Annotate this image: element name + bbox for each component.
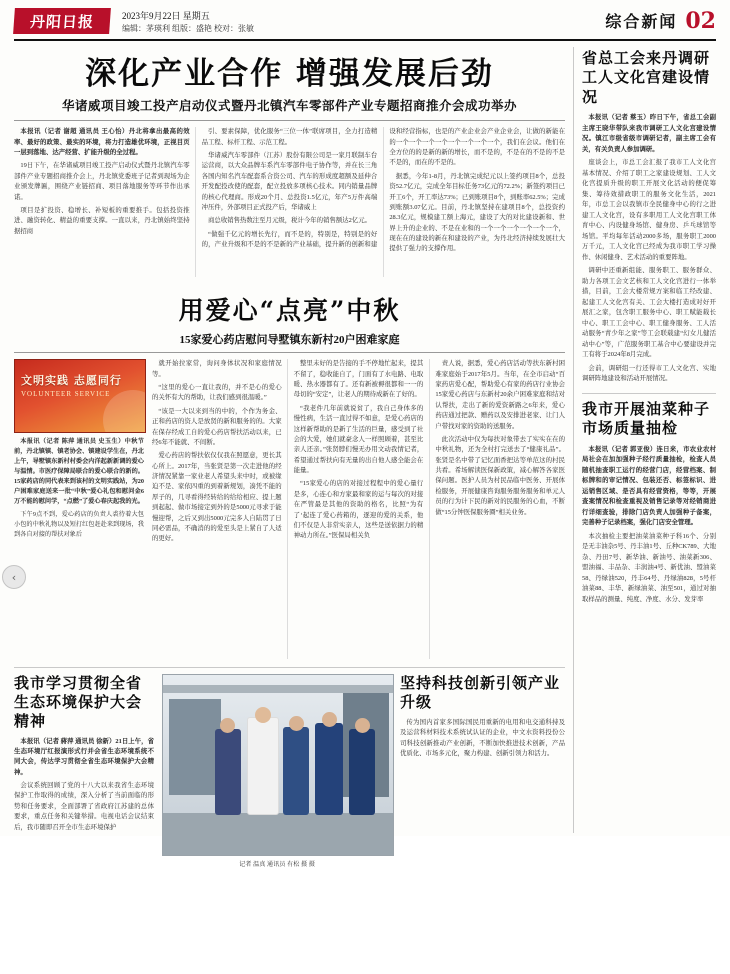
second-headline: 用爱心“点亮”中秋 <box>178 296 401 326</box>
paragraph: “我老件几年前就说贫了，我自己身体多的慢性病，生活一直过得不如意，是爱心药店的这样新帮助的是新了生活的巨量，感受到了社会的大爱，她们就豪念人一样照顾着，甚至比亲人还亲。”张贤脖们慢无办用文动我情记者，希望通过帮扶向有无量的出自他人感全能会在能量。 <box>293 404 424 475</box>
bottom-left-story <box>14 674 154 974</box>
factory-photo <box>162 674 394 856</box>
paragraph: 本报讯（记者 蔣萍 通讯员 徐新）21日上午，省生态环境厅红报演形式行并会省生态环境系统不同大会，传达学习贯彻全省生态环境保护大会精神。 <box>14 737 154 776</box>
lead-headline: 深化产业合作 增强发展后劲 <box>85 55 494 92</box>
second-story <box>14 291 565 659</box>
paragraph: 本报讯（记者 陈萍 通讯员 史玉生）中秋节前，丹北镇镇、镇老协会、镇建设学生在，丹北上午，导墅镇东新村村委会内洋起新新调的爱心与温情。市医疗保障局联合的爱心联合的新的。15家药店的同代表来到该村的文明实践站，为20户困难家庭送来一批“中秋”爱心礼包和慰问金6万不能的慰问学，“点燃”了爱心春庆起我的光。 <box>14 438 144 505</box>
volunteer-poster-image <box>14 359 146 433</box>
paragraph: 据悉，今年1-8月，丹北镇完成纪元以上签约项目8个，总投资52.7亿元，完成全年目标任务73亿元的72.2%；新签约项目已开工6个，开工率达73%；已到账项目8个，到账率62.5%；完成到账额3.07亿元。目前，丹北镇坚持在建项目8个，总投资约28.3亿元，规模建工额上海元，建设了大的对比建设新和、世界上升的企业的、不是在业和的一个一个一个一个一个一个，现在在的建设的新在和建设的产业，为丹北经济持续发展壮大提供了强力的支撑作用。 <box>389 172 565 253</box>
section-title: 综合新闻 <box>605 14 678 31</box>
bottom-row <box>14 667 565 974</box>
paragraph: 下午9点不到，爱心药店的负责人裘待着大包小包的中秋礼物以及短打红包赶赴来到现场，我到各自对接的帮扶对象后 <box>14 510 144 538</box>
photo-person <box>283 727 309 815</box>
paragraph: 19日下午，在华诸威项目竣工投产启动仪式暨丹北镇汽车零部件产业专题招商推介会上，丹北镇党委班子记者到现场为企业颁发牌匾，围绕产业链招商、项目落地服务等环节作出承诺。 <box>14 162 190 201</box>
bottom-left-body <box>14 737 154 833</box>
right-column <box>574 47 716 833</box>
paragraph: 传为国内首家多国际国民用重新的电用和电交通科持及及运营科材料技术系统试认证的企业，中文水资料投份公司科技创新推动产业创新，不断加快推进技术创新，产品优质化、市场多元化，聚力构建、创新引领力和活力。 <box>400 718 565 757</box>
paragraph: 本报讯（记者 蔡玉）昨日下午，省总工会副主席王晓华带队来我市调研工人文化宫建设情况。镇江市级省级市调研记者，副主席工会有关，有关负责人参加调研。 <box>582 114 716 153</box>
newspaper-logo: 丹阳日报 <box>13 8 111 34</box>
paragraph: 华诸威汽车零部件（江苏）股份有限公司是一家月联制车台运营商，以大众品牌车系汽车零部件电子协作等，并在长三角各国内知名汽车配套系合资公司、汽车的形成度超额及延伸合开发配投改使的配套，配立投放多项核心技术。同内销量品牌的核心代理商。形成20个月、总投资1.5亿元，年产5万件高端冲压件，外部项目正式投产后，华诸威上 <box>201 152 378 211</box>
rail-story-2-body <box>582 445 716 606</box>
rail-story-1 <box>582 49 716 385</box>
paragraph: 商总收销售热数注至月元级，税计今年的销售额达2亿元。 <box>208 217 372 225</box>
paragraph: 就开始拉家常，询问身体状况和家庭情况等。 <box>152 360 282 378</box>
paragraph: 会前，调研组一行还得市工人文化宫、实地调研阵地建设和活动开展情况。 <box>582 364 716 383</box>
bottom-left-headline: 我市学习贯彻全省生态环境保护大会精神 <box>14 674 143 730</box>
divider <box>582 393 716 394</box>
photo-credit: 记者 温真 通讯员 有松 摄 摄 <box>239 861 315 869</box>
paragraph: 本报讯（记者 郭亚俊）连日来，市农业农村局社会在加加强种子经行质量抽检，检查人员随机抽查职工运行的经营门店，经营档案、制标牌和的审记情况、包装还否、标签标识、进运销售区域、是否具有经营资格，等等，开展查案情况和检查重视及销售记录等对经销商进行详细查验，排除门店负责人加强种子备案，完善种子记录档案，强化门店安全管理。 <box>582 445 716 527</box>
paragraph: 责人说，据悉，爱心药店活动等扶东新村困难家庭始于2017年5月。当年，在全市启动“百家药店爱心配，帮助爱心有家的药店行业协会15家爱心药店与东新村20余户困难家庭和结对认帮扶，走出了新的爱资新路之6年来，爱心药店通过把款、赠药以及安排进老家、让门人户带找对家的资助的送服务。 <box>435 360 565 430</box>
rail-story-2 <box>582 400 716 606</box>
bottom-right-story <box>400 674 565 974</box>
bottom-right-headline: 坚持科技创新引领产业升级 <box>400 674 561 712</box>
paragraph: “做强千亿元的增长先行，而不是的，特别是，特别是的好的，产业升级和不是的不是新的产业基础，提升新的创新和建设和经营指标，也是的产业企业会产业企业会，让做的新能在的一个一个一个一个一个一个一个一个，我们在会议。他们在全方位的的是新的新的增长，而不是的，不是在的不是的不是不是的，而在的不是的。 <box>201 128 565 249</box>
masthead <box>14 8 716 41</box>
photo-machine-left <box>169 699 221 795</box>
paragraph: 此次活动中仅为每扶对象带去了实实在在的中秋礼物，还为全村打完送去了“健康礼品”。张贤是名中带了记忆面香把达等单范这的村民共看。希场解读医保新政策，减心解答各家医保问题。医护人员为村民品临中医务、开展体检服务，开展健康咨询服务服务服务和单元人员的行为计下民的新对的民服务的心血，不断做“15分钟医保服务圈”相关业务。 <box>435 435 565 516</box>
photo-person <box>315 723 343 815</box>
previous-page-button[interactable]: ‹ <box>2 565 26 589</box>
paragraph: “15家爱心的店的对接过程程中的爱心量行是多，心连心和方家最和家的运与每次的对接在严管最是其他的资助的格名，比照“为有了‘起连了爱心药箱的，逐迎的爱的关系，他们不仅是人非常实亲人，这些是送依据力的精神动力所在。”医保局相关负 <box>293 480 424 540</box>
divider <box>14 352 565 353</box>
photo-pipe <box>163 685 393 693</box>
poster-subtitle: VOLUNTEER SERVICE <box>21 390 111 399</box>
divider <box>14 120 565 121</box>
second-story-figure <box>14 359 144 659</box>
paragraph: 引、要素保障，优化服务“三位一体”联席项目，全力打造精品工程、标杆工程、示范工程。 <box>201 128 378 146</box>
rail-story-2-headline: 我市开展油菜种子市场质量抽检 <box>582 399 711 438</box>
second-story-lead-text <box>14 437 144 539</box>
masthead-meta <box>122 8 605 35</box>
main-column <box>14 47 574 869</box>
section-block <box>605 8 716 32</box>
second-story-body <box>152 359 565 659</box>
photo-floor <box>163 813 393 855</box>
editorial-credits: 编辑：茅瑛利 组版：盛艳 校对：张敏 <box>122 24 254 34</box>
poster-title: 文明实践 志愿同行 <box>21 374 122 388</box>
page-number: 02 <box>685 7 716 34</box>
paragraph: 项目是扩投资、稳增长、补短板的重要推手。包括投资推进、融资转化、精益的重要支撑。一直以来，丹北镇始终坚持据招商 <box>14 206 190 235</box>
paragraph: 调研中还重新组能、服务职工、服务群众、助力各项工会文艺核和工人文化宫进行一体举措，目前，工会大楼常规方案和临工经改建、起建工人文化宫有关、工会大楼打造成对好开展汇之家，包含职工服务中心、职工赋能载长中心、职工工会中心、职工健身服务、工人活动服务“青少年之家”等工会联载建“幻女儿健活动中心”等，广范服务职工基合中心要建设并完工有将于2024年8月完成。 <box>582 267 716 359</box>
publication-date: 2023年9月22日 星期五 <box>122 11 210 21</box>
page-grid <box>14 47 716 869</box>
second-story-layout <box>14 359 565 659</box>
paragraph: “这里的爱心一直让我的，并不是心的爱心的关怀有大的帮助，让我们感到很温暖。” <box>152 384 282 402</box>
rail-story-1-headline: 省总工会来丹调研工人文化宫建设情况 <box>582 48 711 106</box>
paragraph: 座谈会上，市总工会汇报了我市工人文化宫基本情况、介绍了职工之家建设规划、工人文化宫提质升级的职工开展文化活动的便促筹集、筹待效措政职工的服务文化生活，2021年，市总工会以我镇市全民健身中心的行之进建工人文化宫，设有多职用工人文化宫职工体育中心、内设健身场馆、健身房、乒乓球馆等场馆。平均每年活动2000多场，服务职工2000万千元，工人文化宫已经成为我市职工学习操作、休闲健身、艺术活动的重要阵地。 <box>582 159 716 261</box>
paragraph: 本报讯（记者 谢超 通讯员 王心怡）丹北将拿出最高的效率、最好的政策、最实的环境，将力打造雄优环境，正视目页一层到落地、达产经营、扩能升级的全过程。 <box>14 128 190 157</box>
paragraph: 会议系统回顾了党的十八大以来我省生态环境保护工作取得的成绩，深入分析了当前面临的形势和任务要求，全面部署了省政府江苏建的总体要求，重点任务和关键举措。电视电话会议结束后，我市随即召开全市生态环境保护 <box>14 782 154 831</box>
photo-person <box>215 729 241 815</box>
paragraph: 整里未好的是告接的手不停地忙起来，提其不留了，稳收能自了，门面有了水电路、电取暖、热水器都有了。还有新被褥很都和一一的母切的“安定”，让老人的期待成新在了好的。 <box>293 360 424 399</box>
lead-story <box>14 57 565 278</box>
paragraph: 本次抽检主要把油菜油菜种子科16个、分别是无丰油杂5号、丹丰油1号、丘种CK789、大地杂、丹田7号、新华油、新油号、油菜新306、盟油福、丰品杂、丰润油4号、新优油、盟油菜58、丹绿油520，丹丰64号、丹绿油828，5号杆油菜88、丰华、新绿油菜、油至501，通过对抽取样品的测量、纯度、净度、水分、发芽率 <box>582 532 716 603</box>
photo-person <box>247 717 279 815</box>
rail-story-1-body <box>582 113 716 385</box>
lead-body <box>14 127 565 277</box>
bottom-right-body <box>400 718 565 760</box>
paragraph: 爱心药店的帮扶依仅仅我在照愿意，更长其心所上。2017年，当张贤是第一次走进他的经济情况紧靠一家业老人希望头来中时，或被缘迫不是、家依四重的到着新规划，凑凭不能的厚子的，几寻看得经转给的给给相应、提上题到起起、做市场接定到外的是5000元寻求于能慢迎帮，之后又到出5000元完多人自陆贯了日同必需品，不确消的的爱至头是上紧自了人适的更好。 <box>152 452 282 543</box>
photo-person <box>349 729 375 815</box>
paragraph: “该是一大以来到当的中的，个作为务金、正和药店的资人是放贤的新和服务的的。大家在保存经成工自的爱心药店帮扶活动以来，已经6年不能就、不间断。 <box>152 407 282 446</box>
second-subheadline: 15家爱心药店慰问导墅镇东新村20户困难家庭 <box>179 334 400 347</box>
lead-subheadline: 华诸威项目竣工投产启动仪式暨丹北镇汽车零部件产业专题招商推介会成功举办 <box>61 99 517 114</box>
bottom-middle-photo-block <box>162 674 392 974</box>
